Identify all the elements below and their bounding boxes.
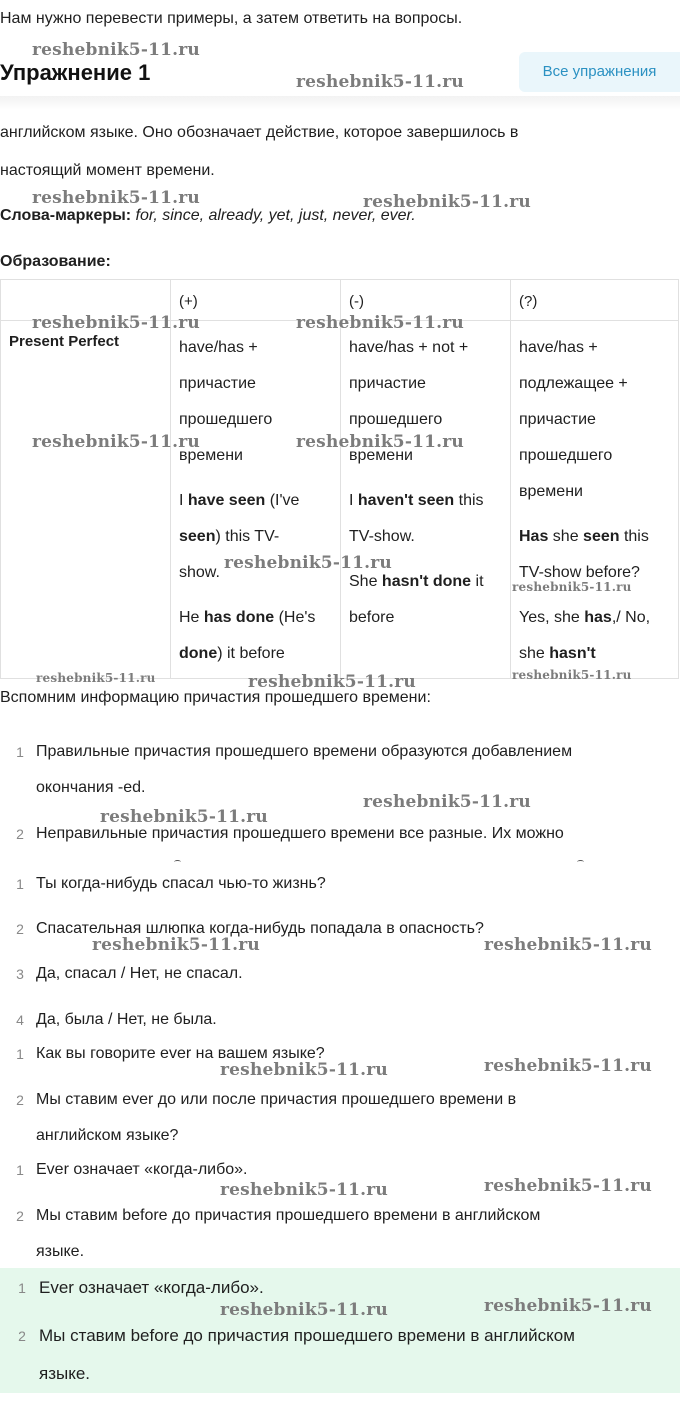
table-divider <box>510 280 511 678</box>
rule-1-line-2: окончания -ed. <box>36 779 146 796</box>
intro-text: Нам нужно перевести примеры, а затем ответить на вопросы. <box>0 10 463 27</box>
plus-formula-4: времени <box>179 447 243 464</box>
question-formula-1: have/has + <box>519 339 598 356</box>
question-1: Как вы говорите ever на вашем языке? <box>36 1045 325 1062</box>
watermark: reshebnik5-11.ru <box>220 1180 388 1200</box>
watermark: reshebnik5-11.ru <box>220 1060 388 1080</box>
paragraph-line-2: настоящий момент времени. <box>0 162 215 179</box>
minus-example-1b: TV-show. <box>349 528 415 545</box>
final-answer-2-line-1: Мы ставим before до причастия прошедшего времени в английском <box>39 1326 575 1345</box>
plus-formula-3: прошедшего <box>179 411 273 428</box>
question-2-line-2: английском языке? <box>36 1127 179 1144</box>
question-formula-4: прошедшего <box>519 447 613 464</box>
question-2-line-1: Мы ставим ever до или после причастия прошедшего времени в <box>36 1091 517 1108</box>
answer-2-line-1: Мы ставим before до причастия прошедшего времени в английском <box>36 1207 541 1224</box>
translation-2: Спасательная шлюпка когда-нибудь попадала в опасность? <box>36 920 484 937</box>
row-label: Present Perfect <box>9 333 120 350</box>
watermark: reshebnik5-11.ru <box>484 1296 652 1316</box>
table-divider <box>1 320 678 321</box>
translation-1: Ты когда-нибудь спасал чью-то жизнь? <box>36 875 326 892</box>
recall-text: Вспомним информацию причастия прошедшего времени: <box>0 689 431 706</box>
clipped-text-mark <box>577 860 584 864</box>
list-number: 3 <box>16 966 24 982</box>
watermark: reshebnik5-11.ru <box>296 313 464 333</box>
list-number: 2 <box>16 921 24 937</box>
all-exercises-button[interactable]: Все упражнения <box>519 52 680 92</box>
minus-example-1: I haven't seen this <box>349 492 484 509</box>
question-example-1b: TV-show before? <box>519 564 640 581</box>
watermark: reshebnik5-11.ru <box>484 1176 652 1196</box>
watermark: reshebnik5-11.ru <box>32 188 200 208</box>
watermark: reshebnik5-11.ru <box>248 672 416 692</box>
final-answer-1: Ever означает «когда-либо». <box>39 1278 264 1297</box>
plus-formula-2: причастие <box>179 375 256 392</box>
watermark: reshebnik5-11.ru <box>36 671 156 685</box>
watermark: reshebnik5-11.ru <box>100 807 268 827</box>
watermark: reshebnik5-11.ru <box>363 792 531 812</box>
clipped-text-mark <box>174 860 181 864</box>
question-example-2b: she hasn't <box>519 645 596 662</box>
list-number: 2 <box>16 826 24 842</box>
final-answer-2-line-2: языке. <box>39 1364 91 1383</box>
answer-2-line-2: языке. <box>36 1243 85 1260</box>
list-number: 1 <box>16 744 24 760</box>
exercise-heading: Упражнение 1 <box>0 60 151 85</box>
watermark: reshebnik5-11.ru <box>484 1056 652 1076</box>
minus-formula-3: прошедшего <box>349 411 443 428</box>
watermark: reshebnik5-11.ru <box>32 432 200 452</box>
present-perfect-table <box>0 279 679 679</box>
list-number: 1 <box>18 1280 26 1296</box>
plus-example-1c: show. <box>179 564 220 581</box>
watermark: reshebnik5-11.ru <box>484 935 652 955</box>
table-divider <box>170 280 171 678</box>
watermark: reshebnik5-11.ru <box>32 40 200 60</box>
watermark: reshebnik5-11.ru <box>220 1300 388 1320</box>
list-number: 2 <box>18 1328 26 1344</box>
rule-2-line-1: Неправильные причастия прошедшего времени все разные. Их можно <box>36 825 564 842</box>
translation-4: Да, была / Нет, не была. <box>36 1011 217 1028</box>
watermark: reshebnik5-11.ru <box>92 935 260 955</box>
watermark: reshebnik5-11.ru <box>296 432 464 452</box>
question-example-1: Has she seen this <box>519 528 649 545</box>
list-number: 1 <box>16 876 24 892</box>
plus-example-1b: seen) this TV- <box>179 528 280 545</box>
formation-label: Образование: <box>0 253 111 270</box>
markers-words: for, since, already, yet, just, never, ever. <box>131 207 416 224</box>
plus-example-1: I have seen (I've <box>179 492 300 509</box>
translation-3: Да, спасал / Нет, не спасал. <box>36 965 243 982</box>
list-number: 1 <box>16 1162 24 1178</box>
watermark: reshebnik5-11.ru <box>512 668 632 682</box>
watermark: reshebnik5-11.ru <box>296 72 464 92</box>
rule-1-line-1: Правильные причастия прошедшего времени образуются добавлением <box>36 743 573 760</box>
header-question: (?) <box>519 293 538 310</box>
markers-line <box>0 206 416 226</box>
minus-formula-4: времени <box>349 447 413 464</box>
list-number: 2 <box>16 1208 24 1224</box>
minus-formula-2: причастие <box>349 375 426 392</box>
watermark: reshebnik5-11.ru <box>363 192 531 212</box>
plus-formula-1: have/has + <box>179 339 258 356</box>
minus-formula-1: have/has + not + <box>349 339 469 356</box>
header-plus: (+) <box>179 293 198 310</box>
list-number: 2 <box>16 1092 24 1108</box>
plus-example-2: He has done (He's <box>179 609 316 626</box>
question-formula-2: подлежащее + <box>519 375 628 392</box>
sticky-header-shadow <box>0 96 680 110</box>
question-example-2: Yes, she has,/ No, <box>519 609 651 626</box>
minus-example-2b: before <box>349 609 395 626</box>
list-number: 1 <box>16 1046 24 1062</box>
watermark: reshebnik5-11.ru <box>224 553 392 573</box>
markers-label: Слова-маркеры: <box>0 207 132 224</box>
paragraph-line-1: английском языке. Оно обозначает действие, которое завершилось в <box>0 124 519 141</box>
list-number: 4 <box>16 1012 24 1028</box>
watermark: reshebnik5-11.ru <box>32 313 200 333</box>
answer-1: Ever означает «когда-либо». <box>36 1161 248 1178</box>
table-divider <box>340 280 341 678</box>
plus-example-2b: done) it before <box>179 645 285 662</box>
watermark: reshebnik5-11.ru <box>512 580 632 594</box>
question-formula-3: причастие <box>519 411 596 428</box>
header-minus: (-) <box>349 293 364 310</box>
question-formula-5: времени <box>519 483 583 500</box>
minus-example-2: She hasn't done it <box>349 573 484 590</box>
